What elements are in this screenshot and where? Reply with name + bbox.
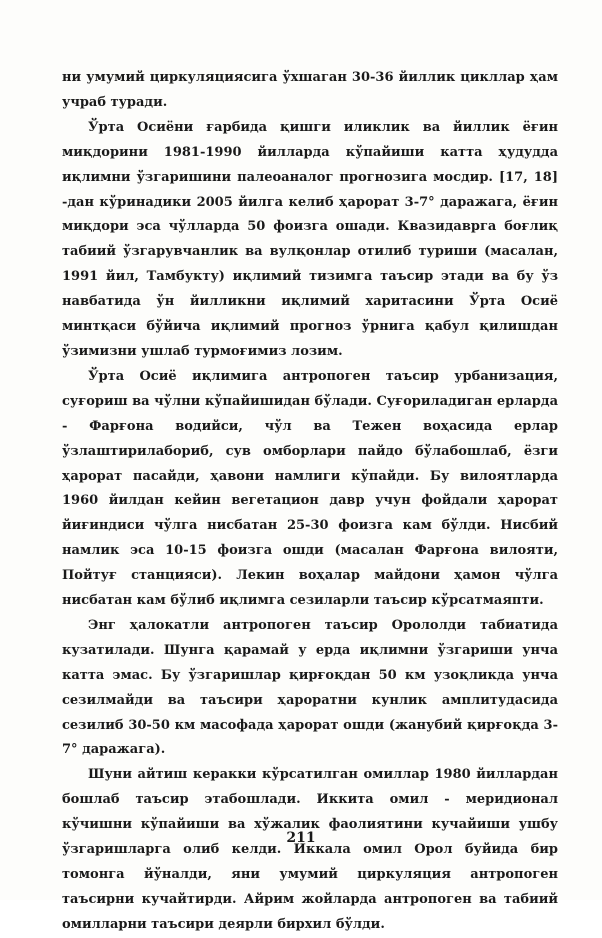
paragraph-anthropogenic: Ўрта Осиё иқлимига антропоген таъсир урбанизация, суғориш ва чўлни кўпайишидан бўлади. Суғориладиган ерларда - Фарғона водийси, чўл ва Тежен воҳасида ерлар ўзлаштирилабориб, сув омборлари пайдо бўлабошлаб, ёзги ҳарорат пасайди, ҳавони намлиги кўпайди. Бу вилоятларда 1960 йилдан кейин вегетацион давр учун фойдали ҳарорат йиғиндиси чўлга нисбатан 25-30 фоизга кам бўлди. Нисбий намлик эса 10-15 фоизга ошди (масалан Фарғона вилояти, Пойтуғ станцияси). Лекин воҳалар майдони ҳамон чўлга нисбатан кам бўлиб иқлимга сезиларли таъсир кўрсатмаяпти. <box>62 368 558 609</box>
body-text <box>62 66 558 938</box>
paragraph-aral: Энг ҳалокатли антропоген таъсир Орололди табиатида кузатилади. Шунга қарамай у ерда иқлимни ўзгариши унча катта эмас. Бу ўзгаришлар қирғоқдан 50 км узоқликда унча сезилмайди ва таъсири ҳароратни кунлик амплитудасида сезилиб 30-50 км масофада ҳарорат ошди (жанубий қирғоқда 3-7° даражага). <box>62 617 558 758</box>
paragraph-continuation: ни умумий циркуляциясига ўхшаган 30-36 йиллик цикллар ҳам учраб туради. <box>62 70 558 110</box>
paragraph-conclusion: Шуни айтиш керакки кўрсатилган омиллар 1980 йиллардан бошлаб таъсир этабошлади. Иккита омил - меридионал кўчишни кўпайиши ва хўжалик фаолиятини кучайиши ушбу ўзгаришларга олиб келди. Иккала омил Орол буйида бир томонга йўналди, яни умумий циркуляция антропоген таъсирни кучайтирди. Айрим жойларда антропоген ва табиий омилларни таъсири деярли бирхил бўлди. <box>62 767 558 932</box>
paragraph-forecast: Ўрта Осиёни ғарбида қишги иликлик ва йиллик ёғин миқдорини 1981-1990 йилларда кўпайиши катта ҳудудда иқлимни ўзгаришини палеоаналог прогнозига мосдир. [17, 18] -дан кўринадики 2005 йилга келиб ҳарорат 3-7° даражага, ёғин миқдори эса чўлларда 50 фоизга ошади. Квазидаврга боғлиқ табиий ўзгарувчанлик ва вулқонлар отилиб туриши (масалан, 1991 йил, Тамбукту) иқлимий тизимга таъсир этади ва бу ўз навбатида ўн йилликни иқлимий харитасини Ўрта Осиё минтқаси бўйича иқлимий прогноз ўрнига қабул қилишдан ўзимизни ушлаб турмоғимиз лозим. <box>62 119 558 359</box>
page-number: 211 <box>286 830 316 846</box>
